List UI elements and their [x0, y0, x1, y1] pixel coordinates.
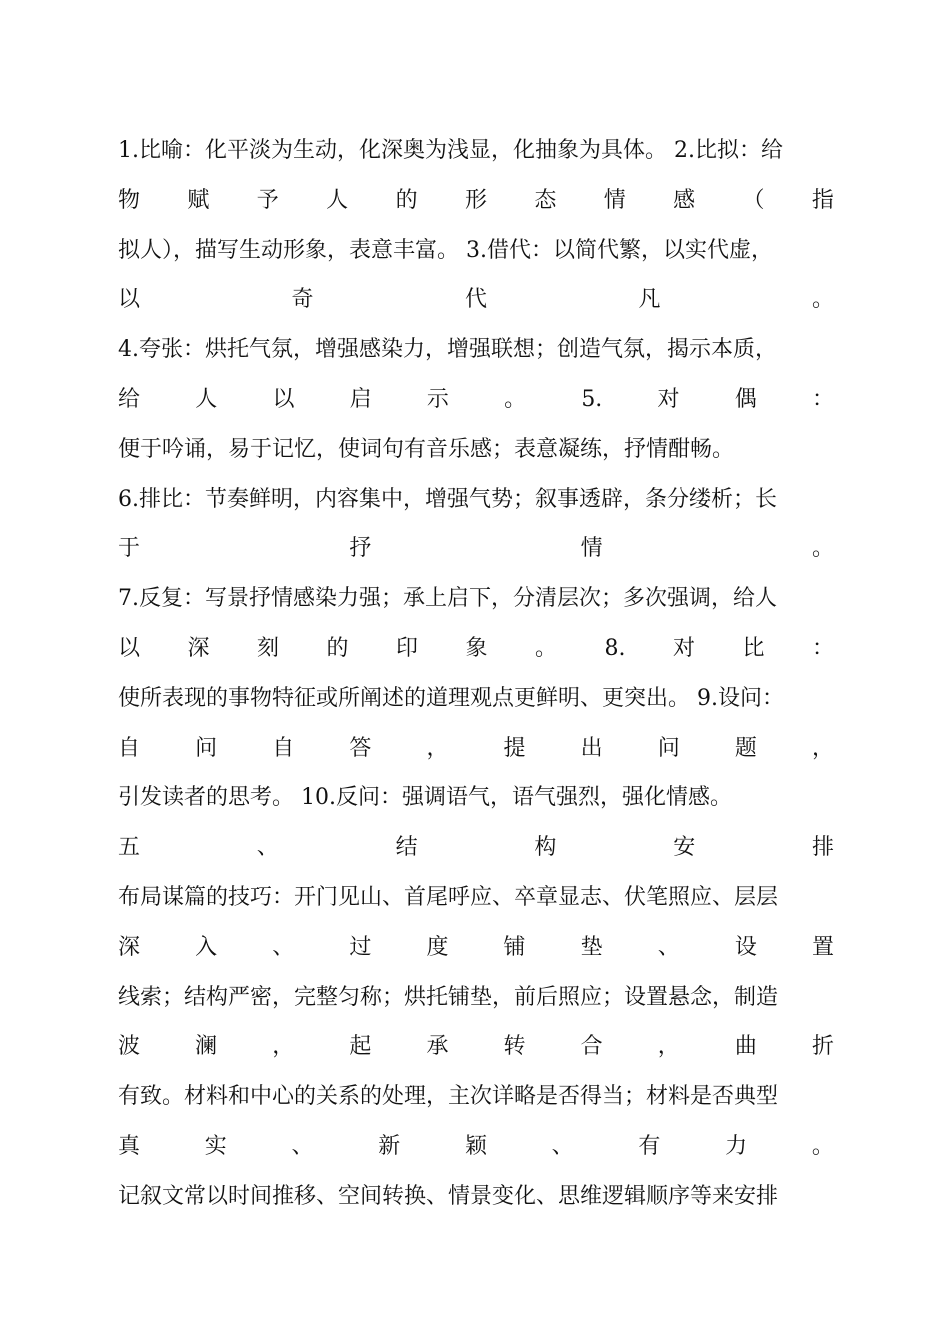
paragraph-line: 以 奇 代 凡 。	[118, 287, 834, 313]
paragraph-line: 拟人），描写生动形象，表意丰富。 3.借代：以简代繁，以实代虚，	[118, 237, 773, 263]
paragraph-line: 布局谋篇的技巧：开门见山、首尾呼应、卒章显志、伏笔照应、层层	[118, 884, 779, 910]
paragraph-line: 6.排比：节奏鲜明，内容集中，增强气势；叙事透辟，条分缕析；长	[118, 486, 777, 512]
paragraph-line: 便于吟诵，易于记忆，使词句有音乐感；表意凝练，抒情酣畅。	[118, 436, 735, 462]
paragraph-line: 真 实 、 新 颖 、 有 力 。	[118, 1133, 834, 1159]
paragraph-line: 引发读者的思考。 10.反问：强调语气，语气强烈，强化情感。	[118, 785, 732, 811]
paragraph-line: 于 抒 情 。	[118, 536, 834, 562]
paragraph-line: 1.比喻：化平淡为生动，化深奥为浅显，化抽象为具体。 2.比拟：给	[118, 138, 783, 163]
paragraph-line: 使所表现的事物特征或所阐述的道理观点更鲜明、更突出。 9.设问：	[118, 685, 784, 711]
paragraph-line: 深 入 、 过 度 铺 垫 、 设 置	[118, 934, 834, 960]
paragraph-line: 7.反复：写景抒情感染力强；承上启下，分清层次；多次强调，给人	[118, 586, 777, 612]
document-body	[118, 126, 834, 1222]
paragraph-line: 线索；结构严密，完整匀称；烘托铺垫，前后照应；设置悬念，制造	[118, 984, 779, 1010]
paragraph-line: 物 赋 予 人 的 形 态 情 感 （ 指	[118, 187, 834, 213]
paragraph-line: 自 问 自 答 ， 提 出 问 题 ，	[118, 735, 834, 761]
paragraph-line: 五 、 结 构 安 排	[118, 835, 834, 861]
paragraph-line: 记叙文常以时间推移、空间转换、情景变化、思维逻辑顺序等来安排	[118, 1183, 779, 1209]
paragraph-line: 波 澜 ， 起 承 转 合 ， 曲 折	[118, 1034, 834, 1060]
paragraph-line: 有致。材料和中心的关系的处理，主次详略是否得当；材料是否典型	[118, 1084, 779, 1110]
paragraph-line: 4.夸张：烘托气氛，增强感染力，增强联想；创造气氛，揭示本质，	[118, 337, 777, 363]
paragraph-line: 以 深 刻 的 印 象 。 8. 对 比 ：	[118, 635, 834, 661]
paragraph-line: 给 人 以 启 示 。 5. 对 偶 ：	[118, 386, 834, 412]
